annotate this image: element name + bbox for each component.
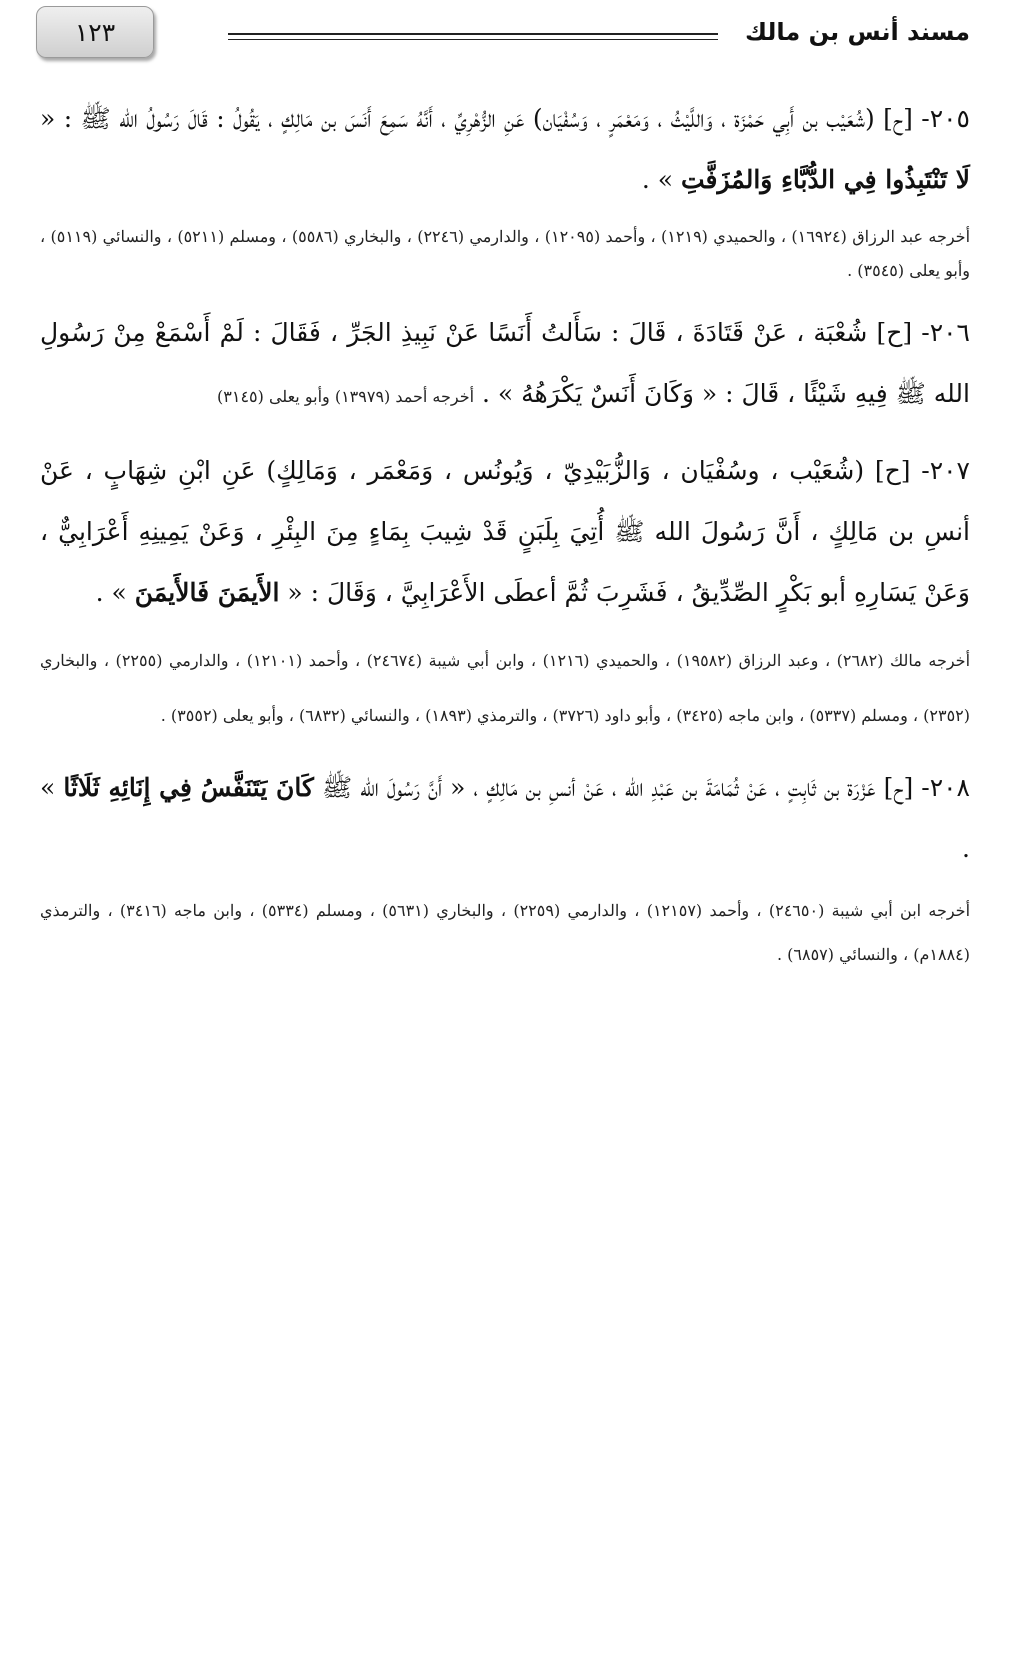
hadith-number: ٢٠٥ (929, 104, 970, 133)
hadith-text: - [ح] (شُعَيْب ، وسُفْيَان ، وَالزُّبَيْدِيّ ، وَيُونُس ، وَمَعْمَر ، وَمَالِكٍ) عَنِ ابْنِ شِهَابٍ ، عَنْ أنسِ بن مَالِكٍ ، أَنَّ رَسُولَ الله ﷺ أُتِيَ بِلَبَنٍ قَدْ شِيبَ بِمَاءٍ مِنَ البِئْرِ ، وَعَنْ يَمِينِهِ أَعْرَابِيٌّ ، وَعَنْ يَسَارِهِ أبو بَكْرٍ الصِّدِّيقُ ، فَشَرِبَ ثُمَّ أعطَى الأَعْرَابِيَّ ، وَقَالَ : « (40, 456, 970, 607)
hadith-206 (40, 302, 970, 424)
hadith-number: ٢٠٧ (929, 456, 970, 485)
page-content (40, 88, 970, 991)
hadith-text-end: » . (95, 578, 135, 607)
hadith-text-end: » . (40, 773, 970, 863)
page-header (36, 6, 970, 62)
hadith-text: - [ح] عَزْرَة بن ثَابِتٍ ، عَنْ ثُمَامَةَ بن عَبْدِ الله ، عَنْ أنسِ بن مَالِكٍ ، « أَنَّ رَسُولَ الله ﷺ (313, 773, 930, 802)
takhrij-208: أخرجه ابن أبي شيبة (٢٤٦٥٠) ، وأحمد (١٢١٥٧) ، والدارمي (٢٢٥٩) ، والبخاري (٥٦٣١) ، ومسلم (٥٣٣٤) ، وابن ماجه (٣٤١٦) ، والترمذي (١٨٨٤م) ، والنسائي (٦٨٥٧) . (40, 901, 971, 964)
takhrij-207: أخرجه مالك (٢٦٨٢) ، وعبد الرزاق (١٩٥٨٢) ، والحميدي (١٢١٦) ، وابن أبي شيبة (٢٤٦٧٤) ، وأحمد (١٢١٠١) ، والدارمي (٢٢٥٥) ، والبخاري (٢٣٥٢) ، ومسلم (٥٣٣٧) ، وابن ماجه (٣٤٢٥) ، وأبو داود (٣٧٢٦) ، والترمذي (١٨٩٣) ، والنسائي (٦٨٣٢) ، وأبو يعلى (٣٥٥٢) . (40, 651, 971, 725)
takhrij-206: أخرجه أحمد (١٣٩٧٩) وأبو يعلى (٣١٤٥) (217, 387, 475, 406)
hadith-205 (40, 88, 970, 210)
hadith-text: - [ح] (شُعَيْب بن أَبِي حَمْزَة ، وَاللَّيْثُ ، وَمَعْمَرٍ ، وَسُفْيَان) عَنِ الزُّهْرِيِّ ، أَنَّهُ سَمِعَ أَنَسَ بن مَالِكٍ ، يَقُولُ : قَالَ رَسُولُ الله ﷺ : « (40, 104, 930, 133)
hadith-text-end: » . (641, 165, 681, 194)
hadith-matn-bold: كَانَ يَتَنَفَّسُ فِي إِنَائِهِ ثَلَاثًا (63, 773, 314, 802)
hadith-number: ٢٠٦ (929, 318, 970, 347)
hadith-matn-bold: الأَيمَنَ فَالأَيمَنَ (134, 578, 280, 607)
page-number: ١٢٣ (36, 6, 154, 58)
hadith-matn-bold: لَا تَنْتَبِذُوا فِي الدُّبَّاءِ وَالمُزَفَّتِ (681, 165, 970, 194)
takhrij-205: أخرجه عبد الرزاق (١٦٩٢٤) ، والحميدي (١٢١٩) ، وأحمد (١٢٠٩٥) ، والدارمي (٢٢٤٦) ، والبخاري (٥٥٨٦) ، ومسلم (٥٢١١) ، والنسائي (٥١١٩) ، وأبو يعلى (٣٥٤٥) . (40, 227, 971, 280)
hadith-text: - [ح] شُعْبَة ، عَنْ قَتَادَةَ ، قَالَ : سَأَلتُ أَنَسًا عَنْ نَبِيذِ الجَرِّ ، فَقَالَ : لَمْ أَسْمَعْ مِنْ رَسُولِ الله ﷺ فِيهِ شَيْئًا ، قَالَ : « وَكَانَ أَنَسٌ يَكْرَهُهُ » . (40, 318, 970, 408)
hadith-207 (40, 440, 970, 623)
hadith-208 (40, 757, 970, 879)
running-title: مسند أنس بن مالك (744, 18, 970, 46)
hadith-number: ٢٠٨ (929, 773, 970, 802)
header-rule (228, 33, 718, 40)
